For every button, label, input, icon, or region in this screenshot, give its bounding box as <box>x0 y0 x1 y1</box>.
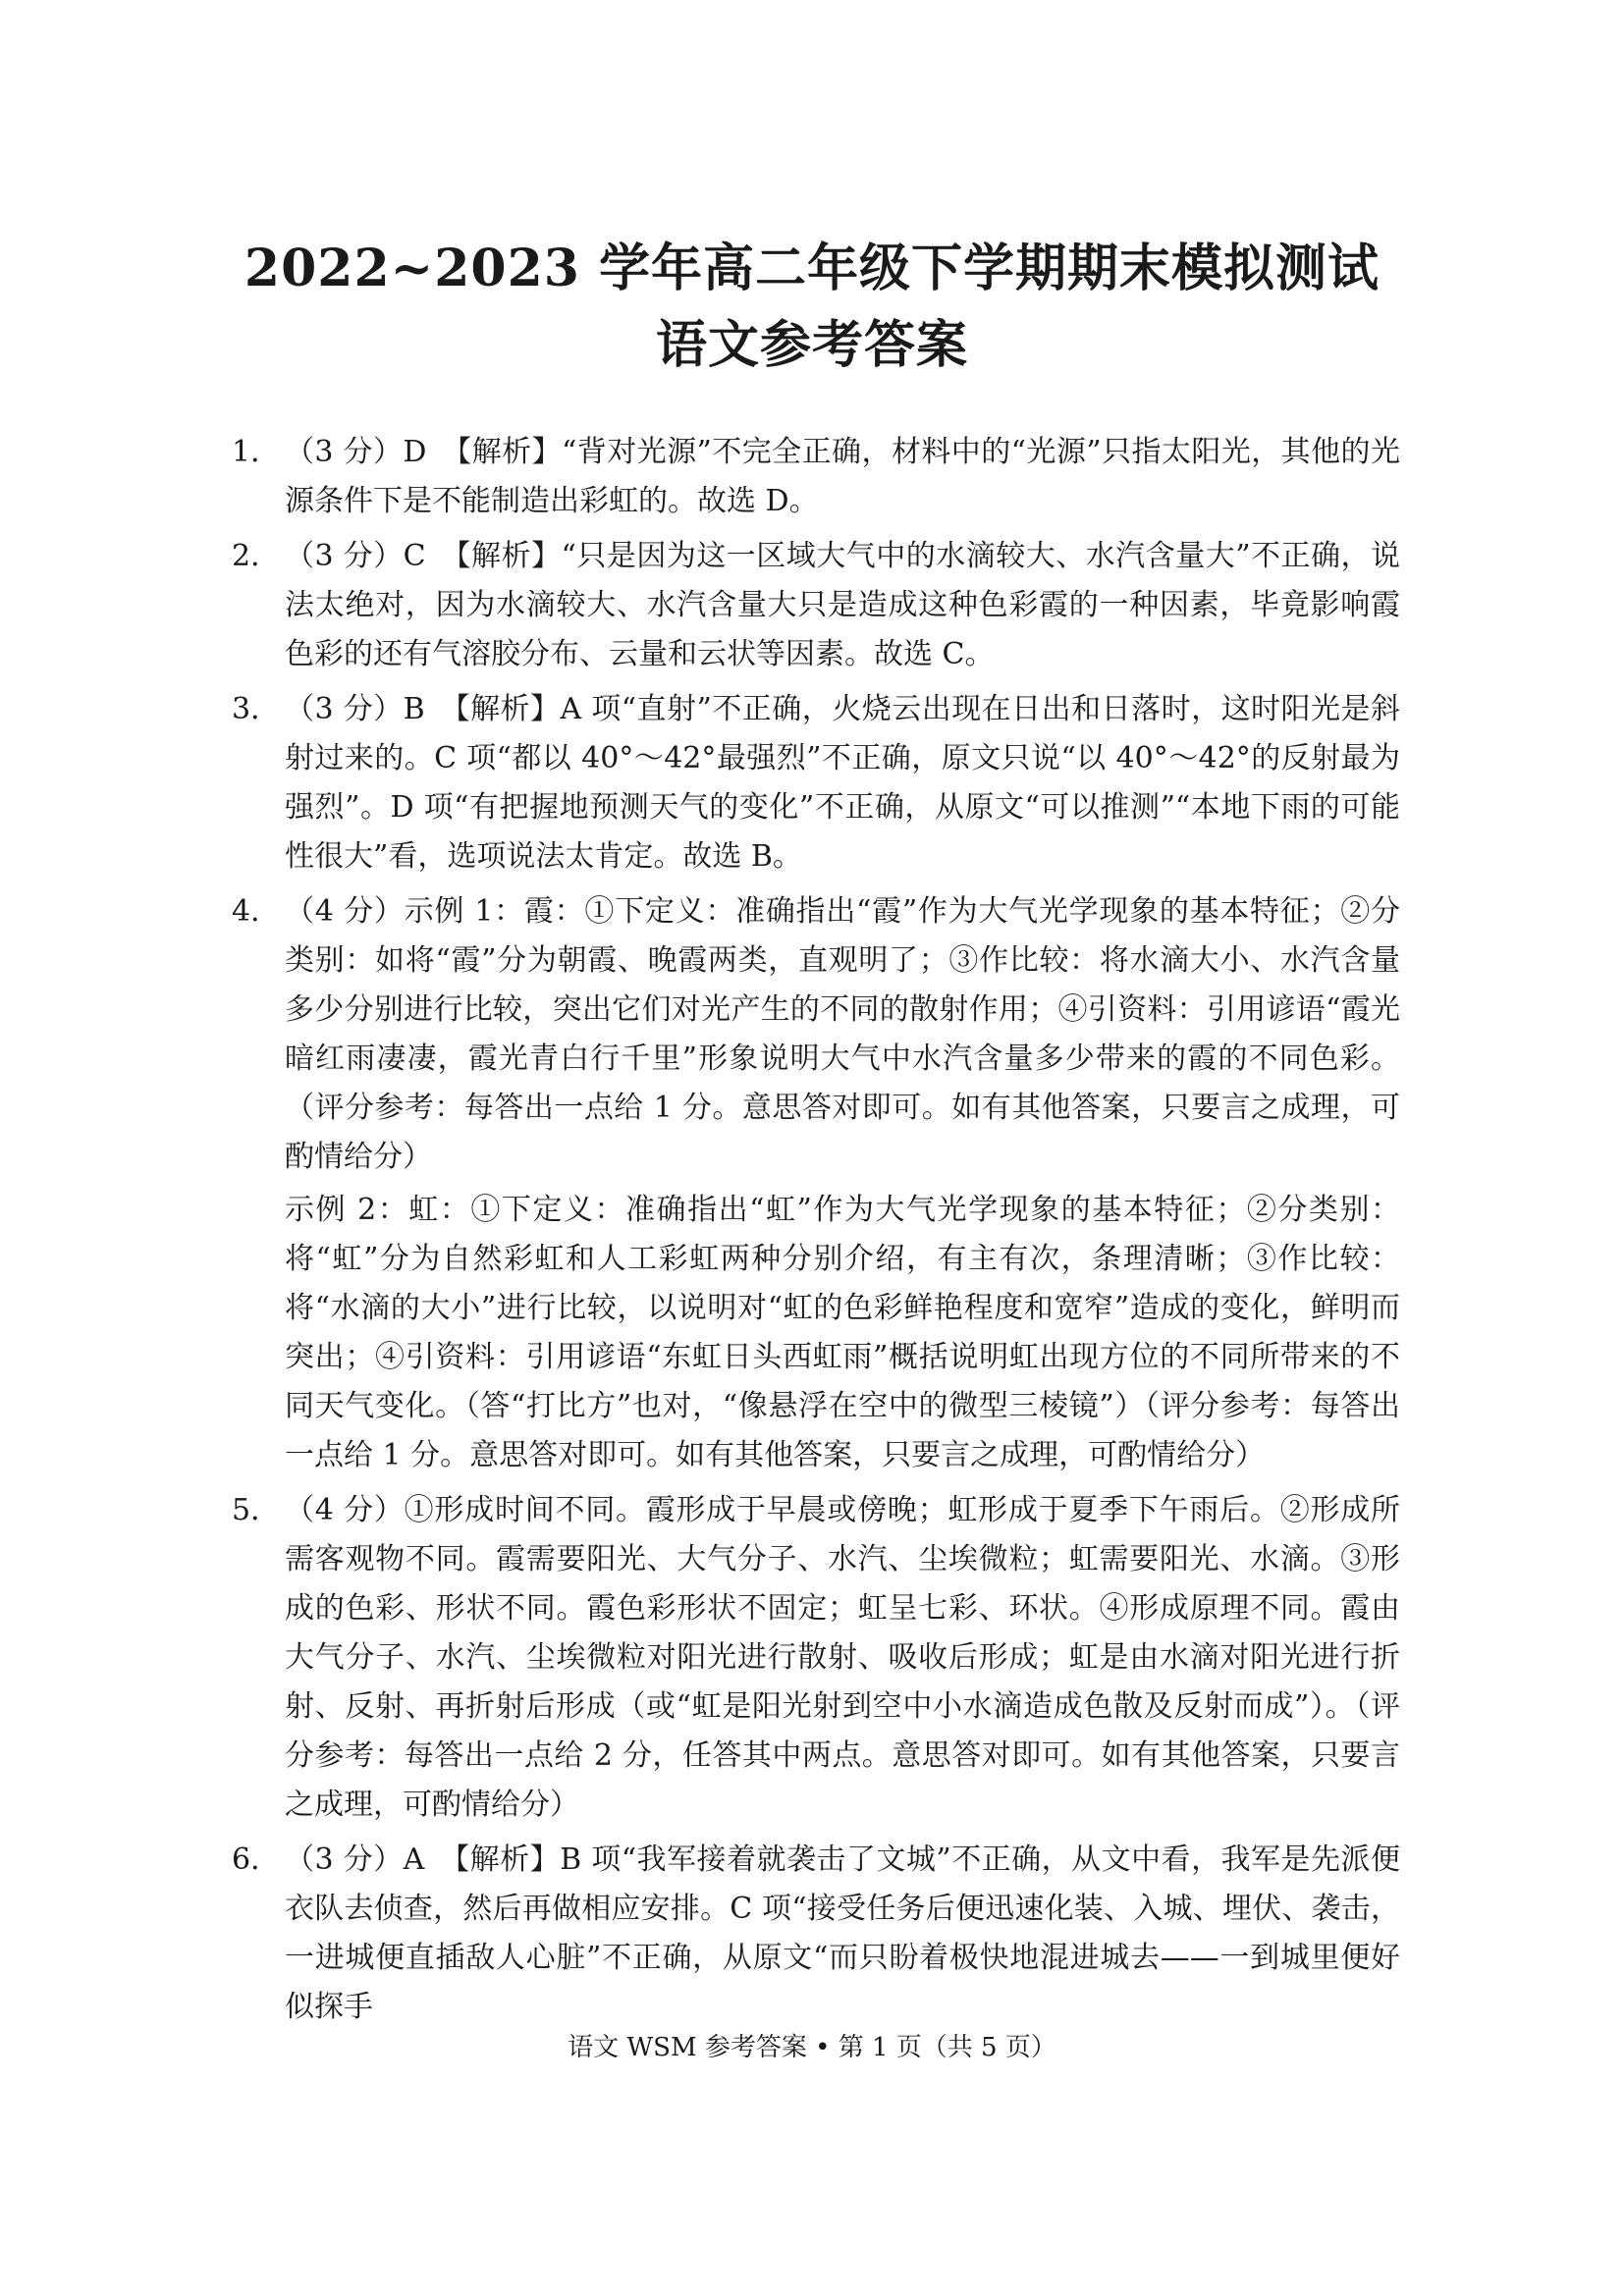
answer-item-6 <box>232 1836 1400 2032</box>
document-title: 2022~2023 学年高二年级下学期期末模拟测试 <box>244 239 1380 298</box>
answer-text-example-2: 示例 2：虹：①下定义：准确指出“虹”作为大气光学现象的基本特征；②分类别：将“虹”分为自然彩虹和人工彩虹两种分别介绍，有主有次，条理清晰；③作比较：将“水滴的大小”进行比较，以说明对“虹的色彩鲜艳程度和宽窄”造成的变化，鲜明而突出；④引资料：引用谚语“东虹日头西虹雨”概括说明虹出现方位的不同所带来的不同天气变化。（答“打比方”也对，“像悬浮在空中的微型三棱镜”）（评分参考：每答出一点给 1 分。意思答对即可。如有其他答案，只要言之成理，可酌情给分） <box>285 1193 1400 1472</box>
answer-text: （4 分）①形成时间不同。霞形成于早晨或傍晚；虹形成于夏季下午雨后。②形成所需客观物不同。霞需要阳光、大气分子、水汽、尘埃微粒；虹需要阳光、水滴。③形成的色彩、形状不同。霞色彩形状不固定；虹呈七彩、环状。④形成原理不同。霞由大气分子、水汽、尘埃微粒对阳光进行散射、吸收后形成；虹是由水滴对阳光进行折射、反射、再折射后形成（或“虹是阳光射到空中小水滴造成色散及反射而成”）。（评分参考：每答出一点给 2 分，任答其中两点。意思答对即可。如有其他答案，只要言之成理，可酌情给分） <box>285 1493 1400 1822</box>
answer-number: 2． <box>232 539 281 573</box>
answer-item-5 <box>232 1486 1400 1830</box>
answer-item-4 <box>232 887 1400 1480</box>
answer-text: （4 分）示例 1：霞：①下定义：准确指出“霞”作为大气光学现象的基本特征；②分类别：如将“霞”分为朝霞、晚霞两类，直观明了；③作比较：将水滴大小、水汽含量多少分别进行比较，突出它们对光产生的不同的散射作用；④引资料：引用谚语“霞光暗红雨凄凄，霞光青白行千里”形象说明大气中水汽含量多少带来的霞的不同色彩。（评分参考：每答出一点给 1 分。意思答对即可。如有其他答案，只要言之成理，可酌情给分） <box>285 894 1400 1174</box>
answer-item-2 <box>232 532 1400 679</box>
answer-text: （3 分）B 【解析】A 项“直射”不正确，火烧云出现在日出和日落时，这时阳光是斜射过来的。C 项“都以 40°～42°最强烈”不正确，原文只说“以 40°～42°的反射最为强烈”。D 项“有把握地预测天气的变化”不正确，从原文“可以推测”“本地下雨的可能性很大”看，选项说法太肯定。故选 B。 <box>285 692 1400 874</box>
answer-number: 6． <box>232 1842 281 1877</box>
document-subtitle: 语文参考答案 <box>655 315 968 375</box>
answer-item-1 <box>232 428 1400 526</box>
answer-number: 3． <box>232 692 281 726</box>
page-footer: 语文 WSM 参考答案 • 第 1 页（共 5 页） <box>568 2033 1056 2062</box>
answer-number: 5． <box>232 1493 281 1527</box>
answer-text: （3 分）A 【解析】B 项“我军接着就袭击了文城”不正确，从文中看，我军是先派便衣队去侦查，然后再做相应安排。C 项“接受任务后便迅速化装、入城、埋伏、袭击，一进城便直插敌人心脏”不正确，从原文“而只盼着极快地混进城去——一到城里便好似探手 <box>285 1842 1400 2024</box>
answer-text: （3 分）D 【解析】“背对光源”不完全正确，材料中的“光源”只指太阳光，其他的光源条件下是不能制造出彩虹的。故选 D。 <box>285 435 1400 518</box>
answer-list <box>232 428 1400 2038</box>
answer-item-3 <box>232 685 1400 881</box>
answer-number: 4． <box>232 894 281 929</box>
answer-text: （3 分）C 【解析】“只是因为这一区域大气中的水滴较大、水汽含量大”不正确，说法太绝对，因为水滴较大、水汽含量大只是造成这种色彩霞的一种因素，毕竟影响霞色彩的还有气溶胶分布、云量和云状等因素。故选 C。 <box>285 539 1400 671</box>
answer-number: 1． <box>232 435 281 469</box>
